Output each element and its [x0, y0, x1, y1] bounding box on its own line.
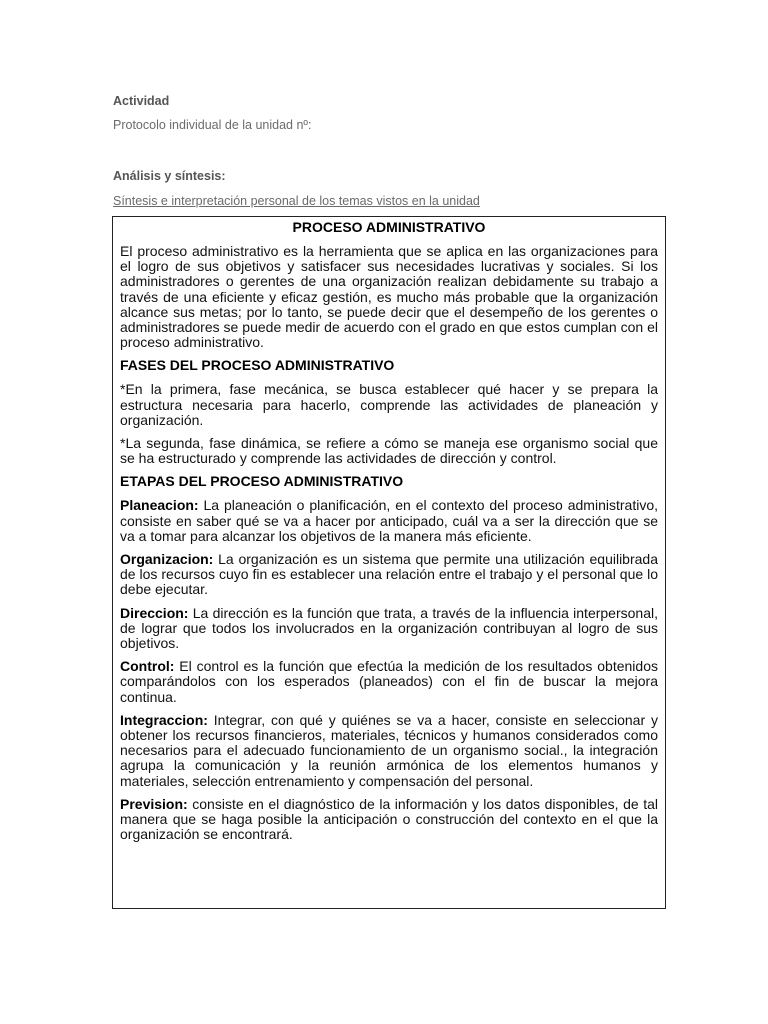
phase-1-paragraph: *En la primera, fase mecánica, se busca establecer qué hacer y se prepara la estructura necesaria para hacerlo, comprende las actividades de planeación y organización. — [120, 381, 658, 428]
stage-text: consiste en el diagnóstico de la información y los datos disponibles, de tal manera que se haga posible la anticipación o construcción del contexto en el que la organización se encontrará. — [120, 795, 658, 843]
box-title: PROCESO ADMINISTRATIVO — [292, 219, 486, 235]
synthesis-link[interactable]: Síntesis e interpretación personal de los temas vistos en la unidad — [113, 194, 480, 208]
stage-term: Planeacion: — [120, 497, 199, 514]
stage-text: La dirección es la función que trata, a través de la influencia interpersonal, de lograr que todos los involucrados en la organización contribuyan al logro de sus objetivos. — [120, 604, 658, 652]
stage-text: El control es la función que efectúa la medición de los resultados obtenidos comparándolos con los esperados (planeados) con el fin de buscar la mejora continua. — [120, 658, 658, 705]
phases-heading: FASES DEL PROCESO ADMINISTRATIVO — [120, 357, 395, 374]
stage-term: Control: — [120, 658, 175, 675]
stage-direccion — [120, 606, 658, 652]
content-box — [112, 216, 666, 909]
stage-control — [120, 659, 658, 705]
stages-heading: ETAPAS DEL PROCESO ADMINISTRATIVO — [120, 473, 404, 490]
stage-text: La planeación o planificación, en el contexto del proceso administrativo, consiste en saber qué se va a hacer por anticipado, cuál va a ser la dirección que se va a tomar para alcanzar los objetivos de la manera más eficiente. — [120, 497, 658, 544]
stage-term: Organizacion: — [120, 551, 214, 568]
stage-integraccion — [120, 713, 658, 789]
stage-text: La organización es un sistema que permite una utilización equilibrada de los recursos cuyo fin es establecer una relación entre el trabajo y el personal que lo debe ejecutar. — [120, 551, 658, 598]
stage-prevision — [120, 797, 658, 843]
stage-term: Prevision: — [120, 795, 188, 812]
analysis-title: Análisis y síntesis: — [113, 169, 226, 183]
activity-title: Actividad — [113, 94, 170, 108]
intro-paragraph: El proceso administrativo es la herramienta que se aplica en las organizaciones para el logro de sus objetivos y satisfacer sus necesidades lucrativas y sociales. Si los administradores o gerentes de una organización realizan debidamente su trabajo a través de una eficiente y eficaz gestión, es mucho más probable que la organización alcance sus metas; por lo tanto, se puede decir que el desempeño de los gerentes o administradores se puede medir de acuerdo con el grado en que estos cumplan con el proceso administrativo. — [120, 243, 658, 351]
protocol-label: Protocolo individual de la unidad nº: — [113, 118, 312, 132]
stage-organizacion — [120, 552, 658, 598]
stage-planeacion — [120, 498, 658, 544]
stage-text: Integrar, con qué y quiénes se va a hacer, consiste en seleccionar y obtener los recursos financieros, materiales, técnicos y humanos considerados como necesarios para el adecuado funcionamiento de un organismo social., la integración agrupa la comunicación y la reunión armónica de los elementos humanos y materiales, selección entrenamiento y compensación del personal. — [120, 711, 658, 789]
phase-2-paragraph: *La segunda, fase dinámica, se refiere a cómo se maneja ese organismo social que se ha estructurado y comprende las actividades de dirección y control. — [120, 435, 658, 467]
stage-term: Direccion: — [120, 604, 189, 621]
stage-term: Integraccion: — [120, 711, 208, 728]
